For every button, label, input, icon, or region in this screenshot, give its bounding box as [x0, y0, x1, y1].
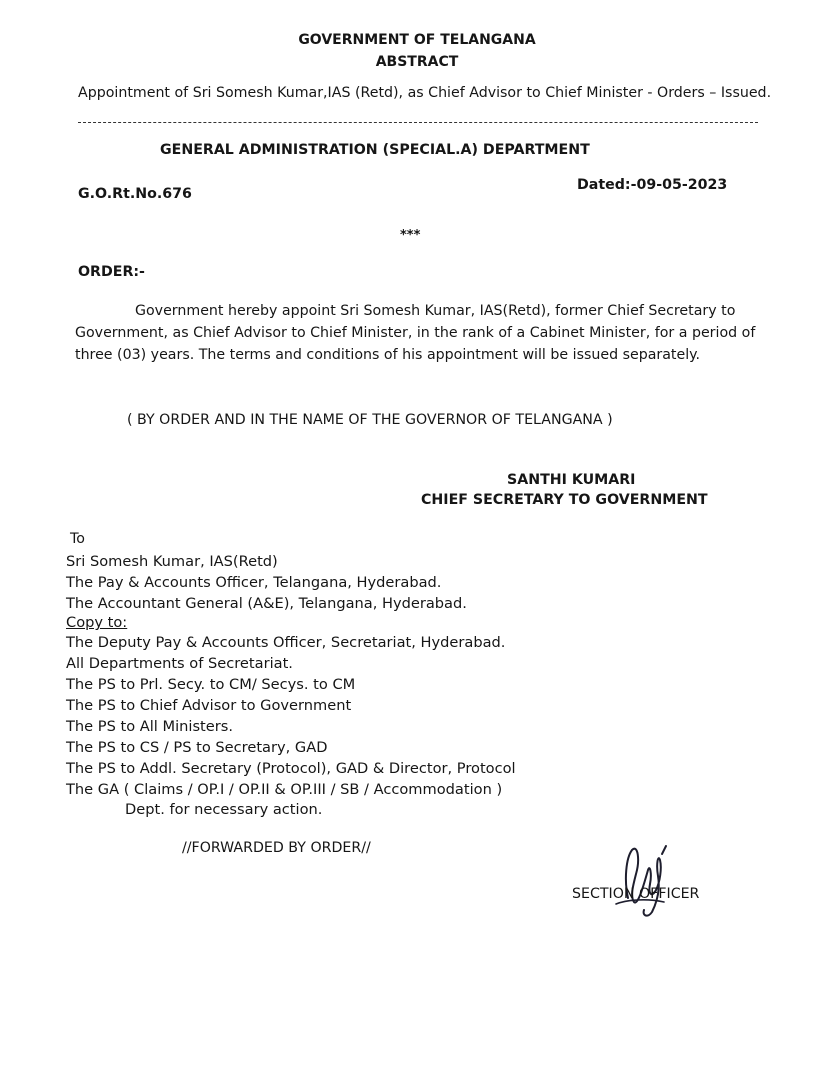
subject-text: Appointment of Sri Somesh Kumar,IAS (Retd), as Chief Advisor to Chief Minister - Orders – Issued. — [78, 85, 772, 101]
section-officer-label: SECTION OFFICER — [572, 886, 700, 902]
copy-to-line: The PS to All Ministers. — [66, 718, 234, 735]
abstract-heading: ABSTRACT — [375, 54, 459, 70]
copy-to-tail: Dept. for necessary action. — [125, 801, 323, 818]
copy-to-line: All Departments of Secretariat. — [66, 655, 293, 672]
dashed-divider — [78, 122, 758, 123]
handwritten-signature-icon — [586, 840, 706, 920]
government-heading: GOVERNMENT OF TELANGANA — [298, 32, 536, 48]
recipient-line: The Accountant General (A&E), Telangana, Hyderabad. — [66, 595, 467, 612]
forwarded-by-order: //FORWARDED BY ORDER// — [182, 840, 371, 856]
order-date: Dated:-09-05-2023 — [577, 177, 728, 193]
copy-to-line: The GA ( Claims / OP.I / OP.II & OP.III / SB / Accommodation ) — [66, 781, 503, 798]
recipient-line: The Pay & Accounts Officer, Telangana, Hyderabad. — [66, 574, 442, 591]
signatory-name: SANTHI KUMARI — [507, 472, 636, 488]
order-body: Government hereby appoint Sri Somesh Kumar, IAS(Retd), former Chief Secretary to Government, as Chief Advisor to Chief Minister, in the rank of a Cabinet Minister, for a period of three (03) years. The terms and conditions of his appointment will be issued separately. — [75, 303, 756, 363]
copy-to-line: The Deputy Pay & Accounts Officer, Secretariat, Hyderabad. — [66, 634, 506, 651]
by-order-line: ( BY ORDER AND IN THE NAME OF THE GOVERNOR OF TELANGANA ) — [127, 412, 613, 428]
copy-to-line: The PS to Prl. Secy. to CM/ Secys. to CM — [66, 676, 356, 693]
department-heading: GENERAL ADMINISTRATION (SPECIAL.A) DEPARTMENT — [160, 142, 590, 158]
to-label: To — [70, 531, 85, 547]
signatory-designation: CHIEF SECRETARY TO GOVERNMENT — [421, 492, 708, 508]
star-separator: *** — [400, 228, 421, 243]
recipient-line: Sri Somesh Kumar, IAS(Retd) — [66, 553, 278, 570]
copy-to-line: The PS to CS / PS to Secretary, GAD — [66, 739, 328, 756]
order-label: ORDER:- — [78, 264, 145, 280]
go-number: G.O.Rt.No.676 — [78, 186, 192, 202]
copy-to-line: The PS to Chief Advisor to Government — [66, 697, 352, 714]
copy-to-label: Copy to: — [66, 614, 128, 631]
copy-to-line: The PS to Addl. Secretary (Protocol), GAD & Director, Protocol — [66, 760, 516, 777]
